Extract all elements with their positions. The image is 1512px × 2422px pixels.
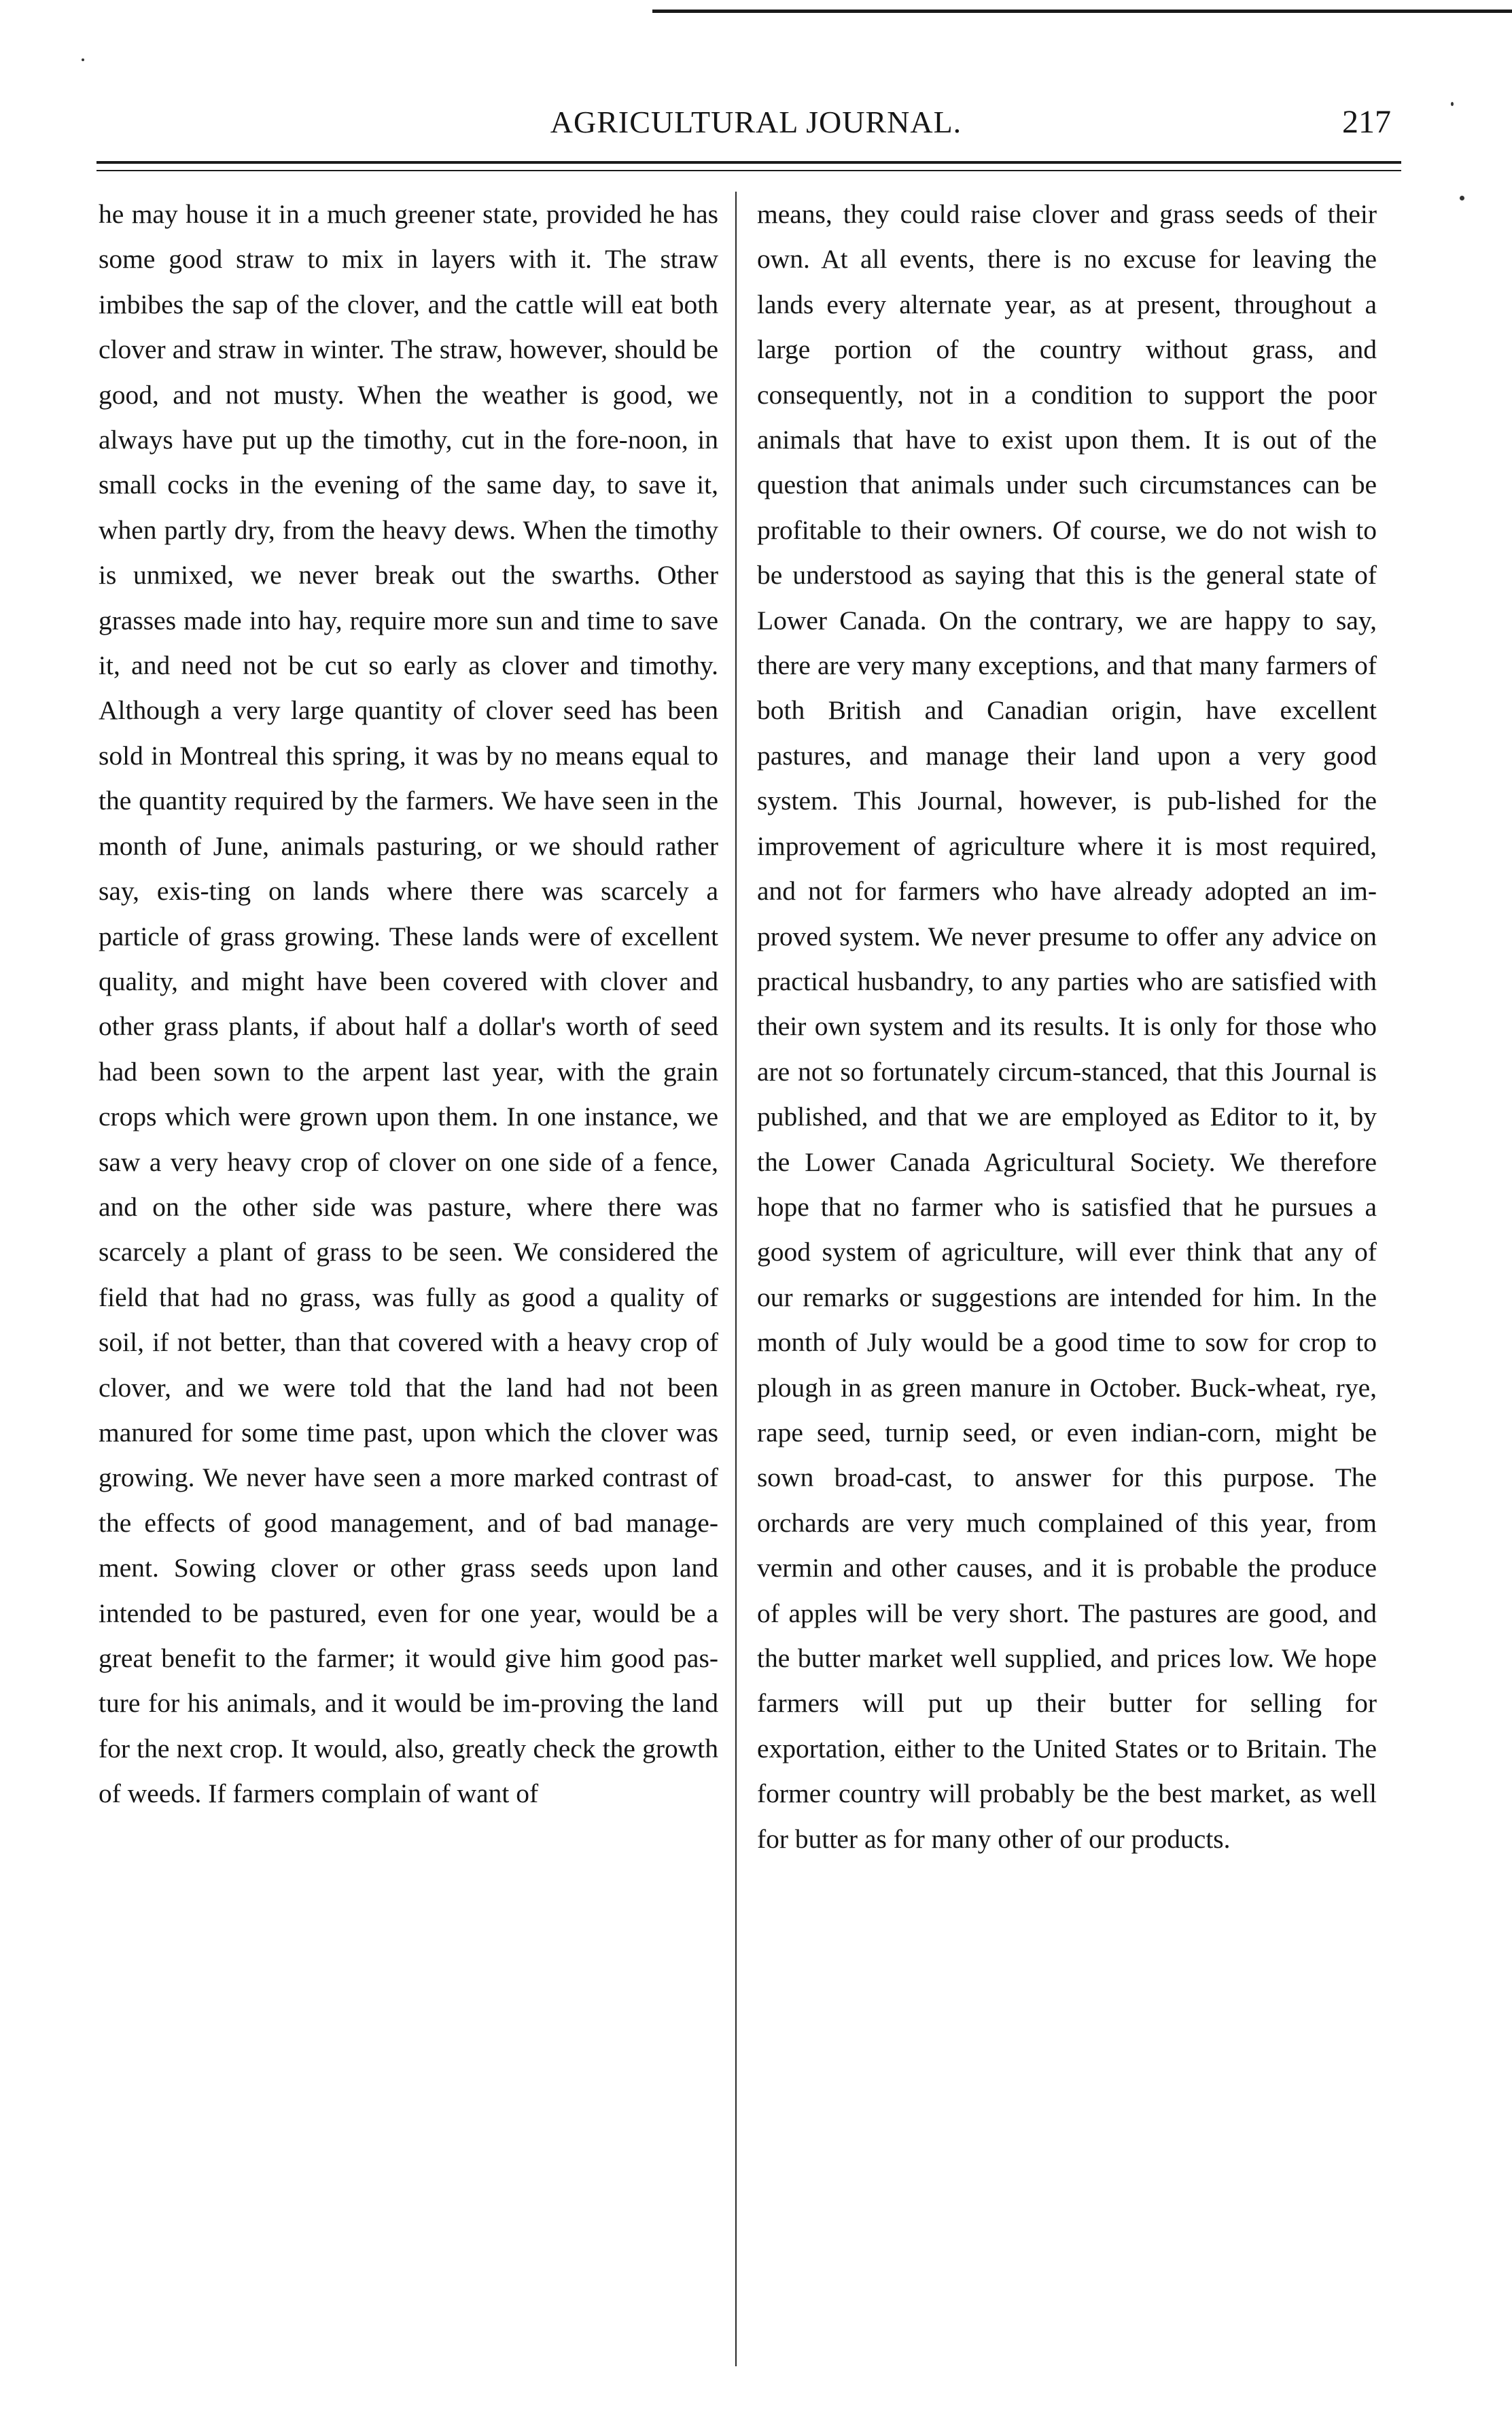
text-column-right: means, they could raise clover and grass seeds of their own. At all events, there is no excuse for leaving the lands every alternate year, as at present, throughout a large portion of the country without grass, and consequently, not in a condition to support the poor animals that have to exist upon them. It is out of the question that animals under such circumstances can be profitable to their owners. Of course, we do not wish to be understood as saying that this is the general state of Lower Canada. On the contrary, we are happy to say, there are very many exceptions, and that many farmers of both British and Canadian origin, have excellent pastures, and manage their land upon a very good system. This Journal, however, is pub-lished for the improvement of agriculture where it is most required, and not for farmers who have already adopted an im-proved system. We never presume to offer any advice on practical husbandry, to any parties who are satisfied with their own system and its results. It is only for those who are not so fortunately circum-stanced, that this Journal is published, and that we are employed as Editor to it, by the Lower Canada Agricultural Society. We therefore hope that no farmer who is satisfied that he pursues a good system of agriculture, will ever think that any of our remarks or suggestions are intended for him. In the month of July would be a good time to sow for crop to plough in as green manure in October. Buck-wheat, rye, rape seed, turnip seed, or even indian-corn, might be sown broad-cast, to answer for this purpose. The orchards are very much complained of this year, from vermin and other causes, and it is probable the produce of apples will be very short. The pastures are good, and the butter market well supplied, and prices low. We hope farmers will put up their butter for selling for exportation, either to the United States or to Britain. The former country will probably be the best market, as well for butter as for many other of our products. [757, 199, 1377, 1854]
running-header [0, 102, 1512, 143]
print-speck [1460, 196, 1464, 200]
header-rule-thin [96, 170, 1401, 171]
top-edge-rule [652, 10, 1512, 13]
column-divider [735, 192, 737, 2366]
header-rule-thick [96, 161, 1401, 164]
text-column-left: he may house it in a much greener state, provided he has some good straw to mix in layers with it. The straw imbibes the sap of the clover, and the cattle will eat both clover and straw in winter. The straw, however, should be good, and not musty. When the weather is good, we always have put up the timothy, cut in the fore-noon, in small cocks in the evening of the same day, to save it, when partly dry, from the heavy dews. When the timothy is unmixed, we never break out the swarths. Other grasses made into hay, require more sun and time to save it, and need not be cut so early as clover and timothy. Although a very large quantity of clover seed has been sold in Montreal this spring, it was by no means equal to the quantity required by the farmers. We have seen in the month of June, animals pasturing, or we should rather say, exis-ting on lands where there was scarcely a particle of grass growing. These lands were of excellent quality, and might have been covered with clover and other grass plants, if about half a dollar's worth of seed had been sown to the arpent last year, with the grain crops which were grown upon them. In one instance, we saw a very heavy crop of clover on one side of a fence, and on the other side was pasture, where there was scarcely a plant of grass to be seen. We considered the field that had no grass, was fully as good a quality of soil, if not better, than that covered with a heavy crop of clover, and we were told that the land had not been manured for some time past, upon which the clover was growing. We never have seen a more marked contrast of the effects of good management, and of bad manage-ment. Sowing clover or other grass seeds upon land intended to be pastured, even for one year, would be a great benefit to the farmer; it would give him good pas-ture for his animals, and it would be im-proving the land for the next crop. It would, also, greatly check the growth of weeds. If farmers complain of want of [99, 199, 718, 1809]
page-number: 217 [1342, 104, 1391, 140]
print-speck [82, 58, 84, 61]
journal-title: AGRICULTURAL JOURNAL. [550, 105, 962, 139]
print-speck [1451, 102, 1454, 106]
